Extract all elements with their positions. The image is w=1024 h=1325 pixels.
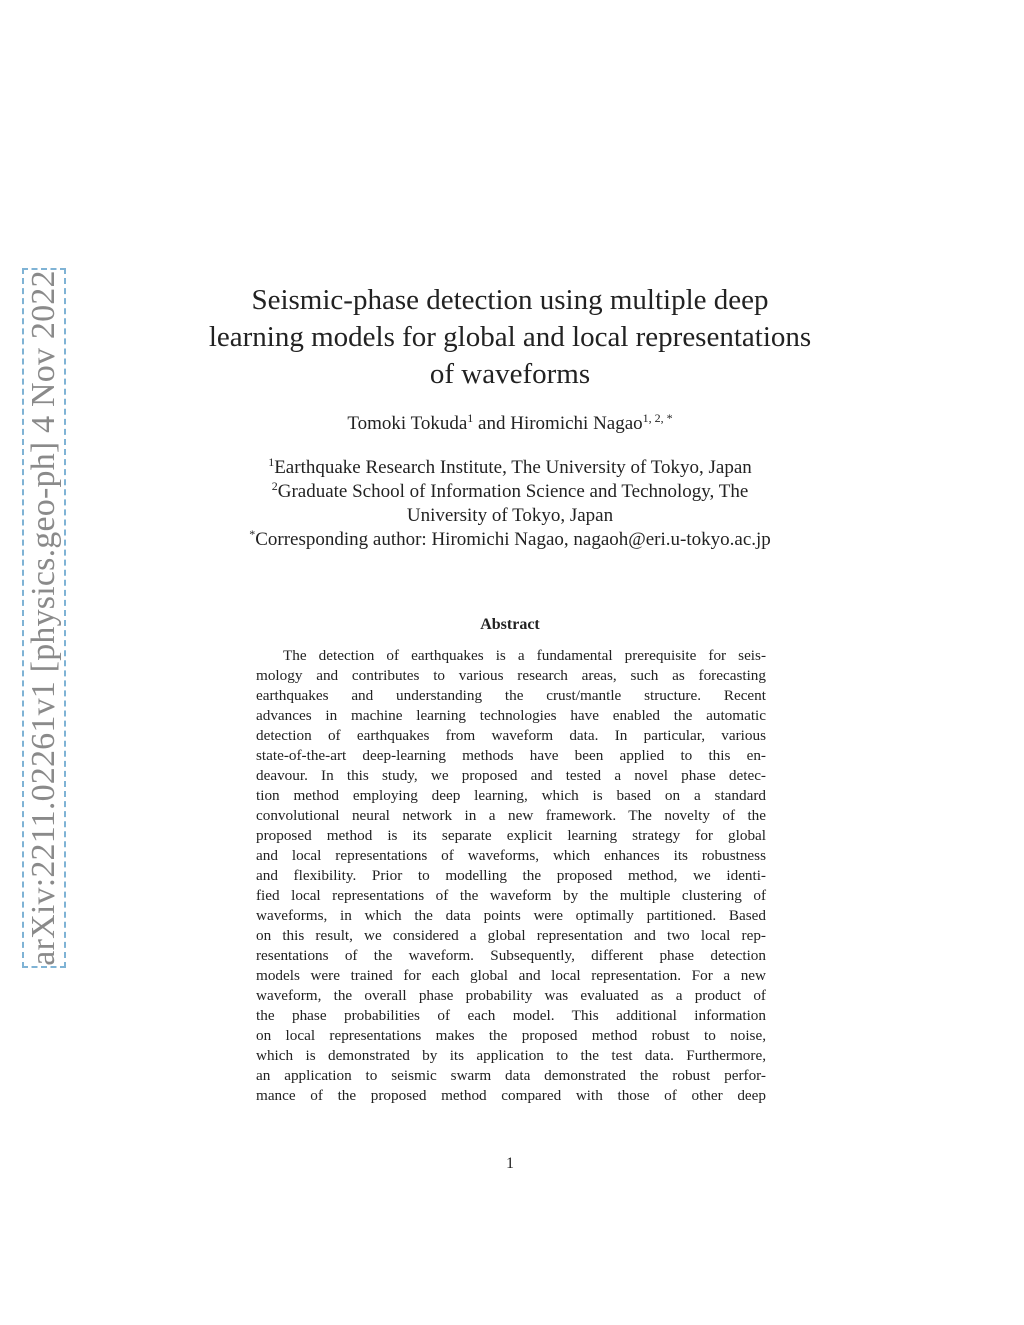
author-name: Hiromichi Nagao: [510, 413, 643, 434]
title-line: learning models for global and local representations: [208, 321, 812, 353]
author-affiliation-mark: 1: [467, 411, 474, 425]
author-list: [190, 413, 830, 435]
abstract-line: on local representations makes the proposed method robust to noise,: [256, 1027, 766, 1044]
affiliation-text: Graduate School of Information Science and Technology, The: [277, 481, 749, 502]
affiliation-mark: 1: [268, 455, 275, 469]
abstract-line: earthquakes and understanding the crust/mantle structure. Recent: [256, 687, 766, 704]
corresponding-author-text: Corresponding author: Hiromichi Nagao, nagaoh@eri.u-tokyo.ac.jp: [255, 529, 771, 550]
abstract-body: [256, 646, 766, 1106]
abstract-line: advances in machine learning technologies have enabled the automatic: [256, 707, 766, 724]
author-joiner: and: [478, 413, 506, 434]
abstract-line: mance of the proposed method compared with those of other deep: [256, 1087, 766, 1104]
abstract-line: detection of earthquakes from waveform data. In particular, various: [256, 727, 766, 744]
abstract-line: state-of-the-art deep-learning methods have been applied to this en-: [256, 747, 766, 764]
title-line: of waveforms: [429, 358, 591, 390]
arxiv-stamp: [22, 268, 66, 968]
page-number: 1: [506, 1155, 514, 1172]
author-affiliation-mark: 1, 2, *: [642, 411, 673, 425]
abstract-line: resentations of the waveform. Subsequently, different phase detection: [256, 947, 766, 964]
author-name: Tomoki Tokuda: [347, 413, 468, 434]
abstract-line: waveforms, in which the data points were optimally partitioned. Based: [256, 907, 766, 924]
affiliation-line: [170, 504, 850, 528]
corresponding-mark: *: [249, 527, 256, 541]
abstract-line: deavour. In this study, we proposed and tested a novel phase detec-: [256, 767, 766, 784]
title-line: Seismic-phase detection using multiple deep: [251, 284, 769, 316]
abstract-line: The detection of earthquakes is a fundamental prerequisite for seis-: [283, 647, 766, 664]
affiliation-line: [170, 480, 850, 504]
affiliations: [170, 456, 850, 552]
abstract-line: fied local representations of the waveform by the multiple clustering of: [256, 887, 766, 904]
abstract-heading: Abstract: [480, 616, 540, 633]
abstract-line: and flexibility. Prior to modelling the proposed method, we identi-: [256, 867, 766, 884]
abstract-line: mology and contributes to various research areas, such as forecasting: [256, 667, 766, 684]
paper-title: [190, 282, 830, 393]
abstract-line: convolutional neural network in a new framework. The novelty of the: [256, 807, 766, 824]
abstract-line: on this result, we considered a global representation and two local rep-: [256, 927, 766, 944]
arxiv-stamp-text: arXiv:2211.02261v1 [physics.geo-ph] 4 Nov 2022: [25, 270, 62, 966]
affiliation-text: University of Tokyo, Japan: [406, 505, 614, 526]
corresponding-author-line: [170, 528, 850, 552]
abstract-line: an application to seismic swarm data demonstrated the robust perfor-: [256, 1067, 766, 1084]
abstract-line: models were trained for each global and local representation. For a new: [256, 967, 766, 984]
abstract-line: tion method employing deep learning, which is based on a standard: [256, 787, 766, 804]
affiliation-line: [170, 456, 850, 480]
abstract-line: the phase probabilities of each model. This additional information: [256, 1007, 766, 1024]
abstract-line: waveform, the overall phase probability was evaluated as a product of: [256, 987, 766, 1004]
abstract-line: and local representations of waveforms, which enhances its robustness: [256, 847, 766, 864]
affiliation-text: Earthquake Research Institute, The University of Tokyo, Japan: [274, 457, 752, 478]
affiliation-mark: 2: [271, 479, 278, 493]
abstract-line: proposed method is its separate explicit learning strategy for global: [256, 827, 766, 844]
abstract-line: which is demonstrated by its application to the test data. Furthermore,: [256, 1047, 766, 1064]
